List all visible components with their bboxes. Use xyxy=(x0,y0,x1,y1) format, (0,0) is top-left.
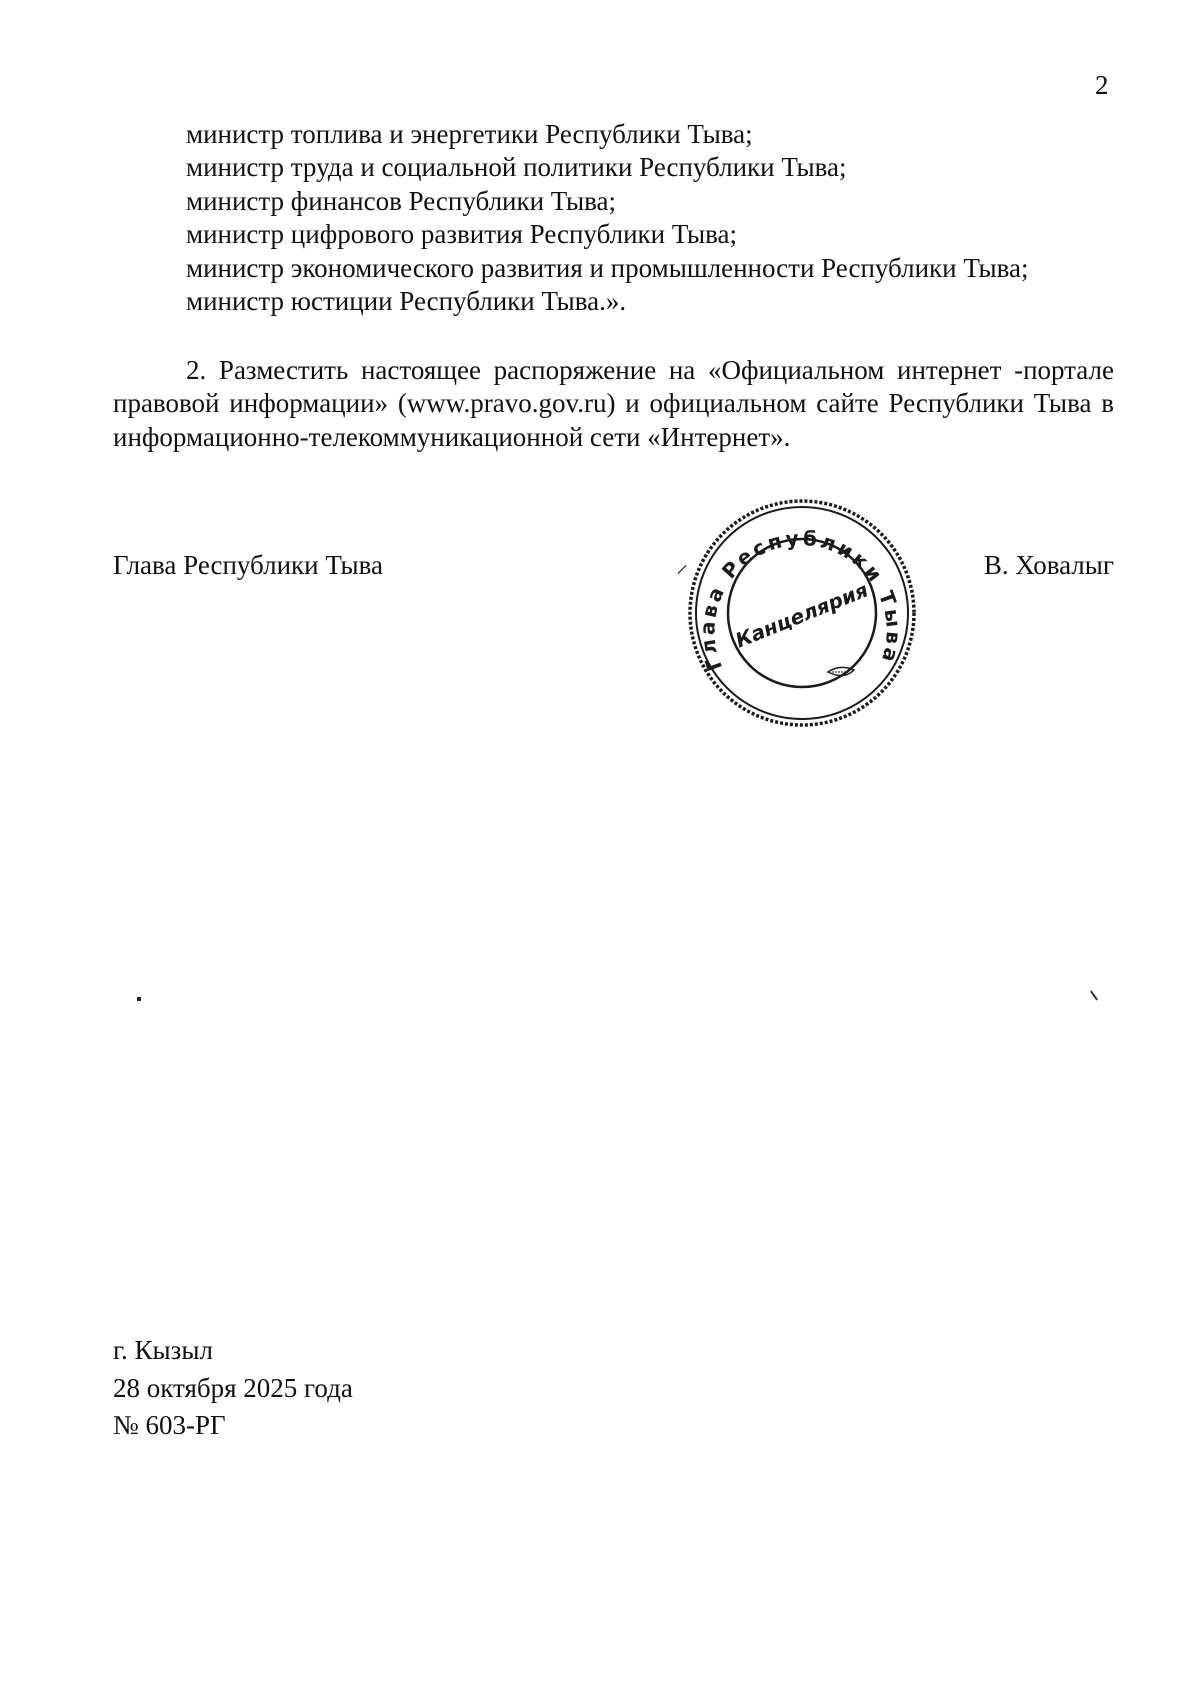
signature-mark: ⸝ xyxy=(676,552,688,578)
list-item: министр финансов Республики Тыва; xyxy=(186,185,616,216)
list-item: министр юстиции Республики Тыва.». xyxy=(186,286,627,317)
page-number: 2 xyxy=(1095,70,1109,100)
list-item: министр экономического развития и промышленности Республики Тыва; xyxy=(186,252,1029,283)
footer-block xyxy=(113,1332,353,1445)
scan-artifact xyxy=(1090,990,1098,1000)
footer-city: г. Кызыл xyxy=(113,1335,213,1365)
list-item: министр топлива и энергетики Республики Тыва; xyxy=(186,119,753,149)
stamp-ring-text: Глава Республики Тыва xyxy=(695,525,907,675)
paragraph-2: 2. Разместить настоящее распоряжение на «Официальном интернет -портале правовой информации» (www.pravo.gov.ru) и официальном сайте Республики Тыва в информационно-телекоммуникационной сети «Интернет». xyxy=(113,355,1114,452)
list-item: министр труда и социальной политики Республики Тыва; xyxy=(186,152,847,183)
list-item: министр цифрового развития Республики Тыва; xyxy=(186,219,738,250)
scan-artifact xyxy=(137,997,141,1001)
footer-number: № 603-РГ xyxy=(113,1410,226,1441)
ministers-list xyxy=(186,118,1116,318)
footer-date: 28 октября 2025 года xyxy=(113,1372,353,1403)
signature-title: Глава Республики Тыва xyxy=(113,550,384,580)
stamp-center-text: Канцелярия xyxy=(731,577,872,653)
signature-name: В. Ховалыг xyxy=(983,550,1114,580)
official-stamp-icon xyxy=(678,496,926,734)
